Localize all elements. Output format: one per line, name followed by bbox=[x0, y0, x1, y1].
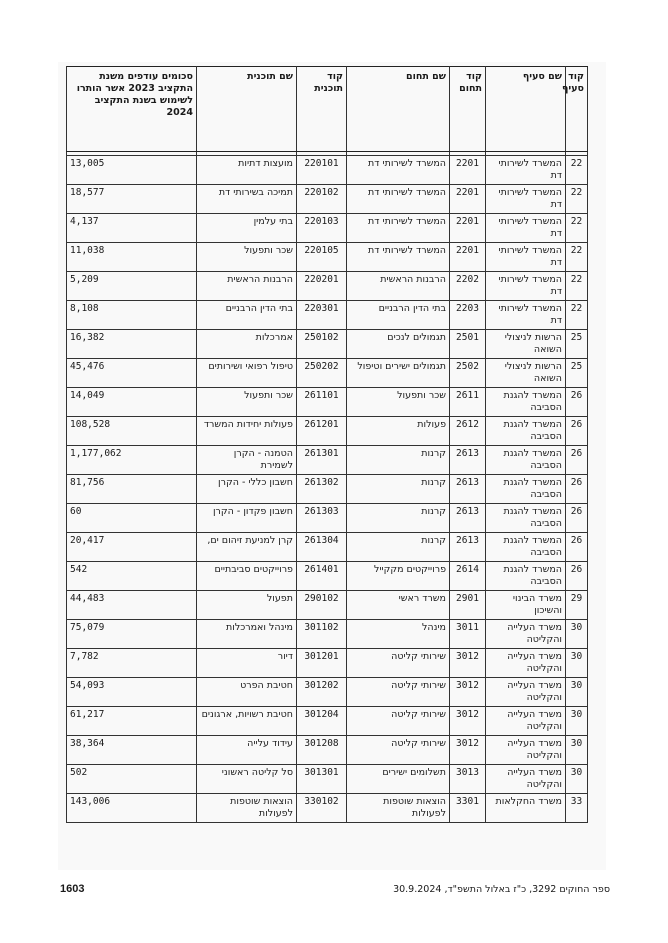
cell-section-name: המשרד לשירותי דת bbox=[486, 272, 566, 301]
table-row bbox=[67, 156, 588, 185]
table-row bbox=[67, 446, 588, 475]
cell-amount: 60 bbox=[67, 504, 197, 533]
cell-domain-code: 2203 bbox=[450, 301, 486, 330]
cell-domain-name: תגמולים ישירים וטיפול bbox=[347, 359, 450, 388]
cell-section-code: 22 bbox=[566, 272, 588, 301]
cell-domain-name: מינהל bbox=[347, 620, 450, 649]
cell-domain-code: 2201 bbox=[450, 214, 486, 243]
header-program-name: שם תוכנית bbox=[197, 67, 297, 152]
cell-domain-code: 2613 bbox=[450, 533, 486, 562]
cell-domain-code: 3012 bbox=[450, 649, 486, 678]
cell-section-code: 30 bbox=[566, 620, 588, 649]
cell-program-name: אמרכלות bbox=[197, 330, 297, 359]
cell-amount: 45,476 bbox=[67, 359, 197, 388]
cell-amount: 4,137 bbox=[67, 214, 197, 243]
cell-domain-name: תשלומים ישירים bbox=[347, 765, 450, 794]
cell-amount: 44,483 bbox=[67, 591, 197, 620]
cell-domain-name: המשרד לשירותי דת bbox=[347, 243, 450, 272]
cell-program-name: מינהל ואמרכלות bbox=[197, 620, 297, 649]
cell-section-code: 22 bbox=[566, 156, 588, 185]
table-row bbox=[67, 475, 588, 504]
cell-domain-name: הרבנות הראשית bbox=[347, 272, 450, 301]
cell-section-name: משרד החקלאות bbox=[486, 794, 566, 823]
cell-amount: 38,364 bbox=[67, 736, 197, 765]
cell-section-code: 30 bbox=[566, 736, 588, 765]
cell-section-name: משרד הבינוי והשיכון bbox=[486, 591, 566, 620]
cell-program-name: תמיכה בשירותי דת bbox=[197, 185, 297, 214]
cell-program-code: 261303 bbox=[297, 504, 347, 533]
cell-domain-name: קרנות bbox=[347, 533, 450, 562]
table-row bbox=[67, 707, 588, 736]
cell-section-name: המשרד להגנת הסביבה bbox=[486, 417, 566, 446]
cell-domain-name: קרנות bbox=[347, 475, 450, 504]
cell-domain-name: פעולות bbox=[347, 417, 450, 446]
cell-domain-name: המשרד לשירותי דת bbox=[347, 214, 450, 243]
cell-section-code: 26 bbox=[566, 475, 588, 504]
cell-amount: 18,577 bbox=[67, 185, 197, 214]
table-row bbox=[67, 591, 588, 620]
cell-program-code: 250102 bbox=[297, 330, 347, 359]
cell-amount: 61,217 bbox=[67, 707, 197, 736]
cell-amount: 143,006 bbox=[67, 794, 197, 823]
cell-program-code: 301301 bbox=[297, 765, 347, 794]
cell-program-code: 261401 bbox=[297, 562, 347, 591]
table-row bbox=[67, 736, 588, 765]
table-row bbox=[67, 504, 588, 533]
cell-section-code: 30 bbox=[566, 765, 588, 794]
cell-section-code: 33 bbox=[566, 794, 588, 823]
cell-domain-code: 2202 bbox=[450, 272, 486, 301]
cell-amount: 502 bbox=[67, 765, 197, 794]
cell-section-code: 22 bbox=[566, 243, 588, 272]
table-header-row bbox=[67, 67, 588, 152]
cell-program-name: חשבון פקדון - הקרן bbox=[197, 504, 297, 533]
cell-amount: 11,038 bbox=[67, 243, 197, 272]
cell-section-code: 26 bbox=[566, 533, 588, 562]
cell-program-name: חטיבת הפרט bbox=[197, 678, 297, 707]
cell-amount: 16,382 bbox=[67, 330, 197, 359]
cell-domain-name: בתי הדין הרבניים bbox=[347, 301, 450, 330]
cell-program-name: עידוד עלייה bbox=[197, 736, 297, 765]
cell-domain-code: 2901 bbox=[450, 591, 486, 620]
cell-domain-name: קרנות bbox=[347, 446, 450, 475]
cell-program-name: הטמנה - הקרן לשמירת bbox=[197, 446, 297, 475]
cell-domain-code: 2613 bbox=[450, 475, 486, 504]
cell-program-code: 301201 bbox=[297, 649, 347, 678]
cell-program-name: דיור bbox=[197, 649, 297, 678]
cell-program-code: 301202 bbox=[297, 678, 347, 707]
cell-domain-code: 2201 bbox=[450, 243, 486, 272]
page-number: 1603 bbox=[60, 883, 85, 895]
table-row bbox=[67, 388, 588, 417]
cell-section-name: הרשות לניצולי השואה bbox=[486, 359, 566, 388]
cell-domain-name: שירותי קליטה bbox=[347, 678, 450, 707]
cell-section-name: המשרד לשירותי דת bbox=[486, 301, 566, 330]
table-row bbox=[67, 649, 588, 678]
cell-program-name: חטיבת רשויות, ארגונים bbox=[197, 707, 297, 736]
cell-section-code: 22 bbox=[566, 214, 588, 243]
cell-domain-name: המשרד לשירותי דת bbox=[347, 185, 450, 214]
cell-section-code: 25 bbox=[566, 359, 588, 388]
cell-section-name: המשרד לשירותי דת bbox=[486, 214, 566, 243]
cell-section-name: משרד העלייה והקליטה bbox=[486, 736, 566, 765]
cell-program-code: 301102 bbox=[297, 620, 347, 649]
table-row bbox=[67, 272, 588, 301]
cell-program-name: שכר ותפעול bbox=[197, 243, 297, 272]
cell-program-name: בתי עלמין bbox=[197, 214, 297, 243]
cell-program-code: 261304 bbox=[297, 533, 347, 562]
table-row bbox=[67, 301, 588, 330]
cell-section-code: 26 bbox=[566, 504, 588, 533]
cell-amount: 542 bbox=[67, 562, 197, 591]
cell-domain-name: תגמולים לנכים bbox=[347, 330, 450, 359]
cell-section-name: המשרד להגנת הסביבה bbox=[486, 388, 566, 417]
cell-section-code: 26 bbox=[566, 388, 588, 417]
publication-source: ספר החוקים 3292, כ"ז באלול התשפ"ד, 30.9.2024 bbox=[393, 884, 610, 895]
cell-program-code: 220101 bbox=[297, 156, 347, 185]
cell-domain-name: המשרד לשירותי דת bbox=[347, 156, 450, 185]
cell-domain-name: שירותי קליטה bbox=[347, 649, 450, 678]
cell-amount: 81,756 bbox=[67, 475, 197, 504]
table-row bbox=[67, 330, 588, 359]
budget-surplus-table bbox=[66, 66, 588, 823]
cell-section-code: 26 bbox=[566, 446, 588, 475]
cell-program-name: פרוייקטים סביבתיים bbox=[197, 562, 297, 591]
cell-amount: 54,093 bbox=[67, 678, 197, 707]
table-row bbox=[67, 359, 588, 388]
cell-domain-code: 2614 bbox=[450, 562, 486, 591]
cell-section-name: משרד העלייה והקליטה bbox=[486, 649, 566, 678]
cell-program-code: 261101 bbox=[297, 388, 347, 417]
cell-domain-code: 2612 bbox=[450, 417, 486, 446]
cell-domain-code: 3013 bbox=[450, 765, 486, 794]
cell-section-name: משרד העלייה והקליטה bbox=[486, 678, 566, 707]
cell-program-code: 220201 bbox=[297, 272, 347, 301]
cell-program-name: מועצות דתיות bbox=[197, 156, 297, 185]
cell-program-code: 330102 bbox=[297, 794, 347, 823]
table-row bbox=[67, 678, 588, 707]
table-row bbox=[67, 243, 588, 272]
cell-program-code: 290102 bbox=[297, 591, 347, 620]
cell-section-code: 30 bbox=[566, 707, 588, 736]
cell-program-name: הרבנות הראשית bbox=[197, 272, 297, 301]
cell-program-code: 261302 bbox=[297, 475, 347, 504]
cell-amount: 13,005 bbox=[67, 156, 197, 185]
cell-program-name: בתי הדין הרבניים bbox=[197, 301, 297, 330]
cell-section-name: משרד העלייה והקליטה bbox=[486, 620, 566, 649]
header-section-code: קוד סעיף bbox=[566, 67, 588, 152]
table-row bbox=[67, 620, 588, 649]
cell-section-code: 30 bbox=[566, 678, 588, 707]
cell-domain-code: 2613 bbox=[450, 446, 486, 475]
cell-section-code: 25 bbox=[566, 330, 588, 359]
cell-amount: 108,528 bbox=[67, 417, 197, 446]
cell-section-code: 30 bbox=[566, 649, 588, 678]
cell-section-name: המשרד לשירותי דת bbox=[486, 156, 566, 185]
cell-program-name: תפעול bbox=[197, 591, 297, 620]
cell-section-code: 22 bbox=[566, 185, 588, 214]
cell-domain-code: 3012 bbox=[450, 736, 486, 765]
cell-section-code: 22 bbox=[566, 301, 588, 330]
cell-domain-code: 2502 bbox=[450, 359, 486, 388]
cell-program-code: 301204 bbox=[297, 707, 347, 736]
cell-domain-name: שירותי קליטה bbox=[347, 736, 450, 765]
cell-section-code: 26 bbox=[566, 417, 588, 446]
cell-program-code: 220102 bbox=[297, 185, 347, 214]
cell-program-code: 220301 bbox=[297, 301, 347, 330]
cell-program-name: הוצאות שוטפות לפעולות bbox=[197, 794, 297, 823]
cell-domain-code: 2201 bbox=[450, 156, 486, 185]
cell-program-code: 220103 bbox=[297, 214, 347, 243]
cell-domain-code: 3012 bbox=[450, 678, 486, 707]
cell-domain-name: הוצאות שוטפות לפעולות bbox=[347, 794, 450, 823]
table-row bbox=[67, 562, 588, 591]
cell-program-code: 220105 bbox=[297, 243, 347, 272]
cell-section-name: המשרד להגנת הסביבה bbox=[486, 504, 566, 533]
cell-amount: 20,417 bbox=[67, 533, 197, 562]
cell-domain-name: משרד ראשי bbox=[347, 591, 450, 620]
table-row bbox=[67, 765, 588, 794]
cell-domain-code: 2501 bbox=[450, 330, 486, 359]
cell-domain-code: 3012 bbox=[450, 707, 486, 736]
cell-program-code: 261201 bbox=[297, 417, 347, 446]
cell-section-name: משרד העלייה והקליטה bbox=[486, 707, 566, 736]
table-row bbox=[67, 185, 588, 214]
cell-program-code: 261301 bbox=[297, 446, 347, 475]
cell-domain-code: 2611 bbox=[450, 388, 486, 417]
cell-domain-code: 2201 bbox=[450, 185, 486, 214]
cell-amount: 14,049 bbox=[67, 388, 197, 417]
cell-domain-name: שירותי קליטה bbox=[347, 707, 450, 736]
cell-program-name: פעולות יחידות המשרד bbox=[197, 417, 297, 446]
cell-domain-name: קרנות bbox=[347, 504, 450, 533]
cell-domain-name: פרוייקטים מקקייל bbox=[347, 562, 450, 591]
header-program-code: קוד תוכנית bbox=[297, 67, 347, 152]
cell-section-name: הרשות לניצולי השואה bbox=[486, 330, 566, 359]
cell-domain-code: 2613 bbox=[450, 504, 486, 533]
table-row bbox=[67, 417, 588, 446]
cell-program-name: טיפול רפואי ושירותים bbox=[197, 359, 297, 388]
cell-program-code: 301208 bbox=[297, 736, 347, 765]
cell-domain-name: שכר ותפעול bbox=[347, 388, 450, 417]
cell-program-name: חשבון כללי - הקרן bbox=[197, 475, 297, 504]
cell-amount: 5,209 bbox=[67, 272, 197, 301]
cell-amount: 7,782 bbox=[67, 649, 197, 678]
cell-program-name: קרן למניעת זיהום ים, bbox=[197, 533, 297, 562]
table-row bbox=[67, 533, 588, 562]
cell-amount: 1,177,062 bbox=[67, 446, 197, 475]
header-surplus-amount: סכומים עודפים משנת התקציב 2023 אשר הותרו לשימוש בשנת התקציב 2024 bbox=[67, 67, 197, 152]
cell-section-name: המשרד להגנת הסביבה bbox=[486, 475, 566, 504]
table-row bbox=[67, 794, 588, 823]
header-section-name: שם סעיף bbox=[486, 67, 566, 152]
cell-section-name: המשרד להגנת הסביבה bbox=[486, 562, 566, 591]
cell-amount: 75,079 bbox=[67, 620, 197, 649]
cell-section-name: המשרד לשירותי דת bbox=[486, 243, 566, 272]
cell-program-name: סל קליטה ראשוני bbox=[197, 765, 297, 794]
cell-section-name: המשרד להגנת הסביבה bbox=[486, 446, 566, 475]
cell-section-code: 26 bbox=[566, 562, 588, 591]
cell-section-code: 29 bbox=[566, 591, 588, 620]
header-domain-name: שם תחום bbox=[347, 67, 450, 152]
cell-domain-code: 3301 bbox=[450, 794, 486, 823]
cell-program-code: 250202 bbox=[297, 359, 347, 388]
table-row bbox=[67, 214, 588, 243]
cell-section-name: המשרד לשירותי דת bbox=[486, 185, 566, 214]
header-domain-code: קוד תחום bbox=[450, 67, 486, 152]
cell-section-name: משרד העלייה והקליטה bbox=[486, 765, 566, 794]
cell-section-name: המשרד להגנת הסביבה bbox=[486, 533, 566, 562]
cell-program-name: שכר ותפעול bbox=[197, 388, 297, 417]
cell-domain-code: 3011 bbox=[450, 620, 486, 649]
cell-amount: 8,108 bbox=[67, 301, 197, 330]
